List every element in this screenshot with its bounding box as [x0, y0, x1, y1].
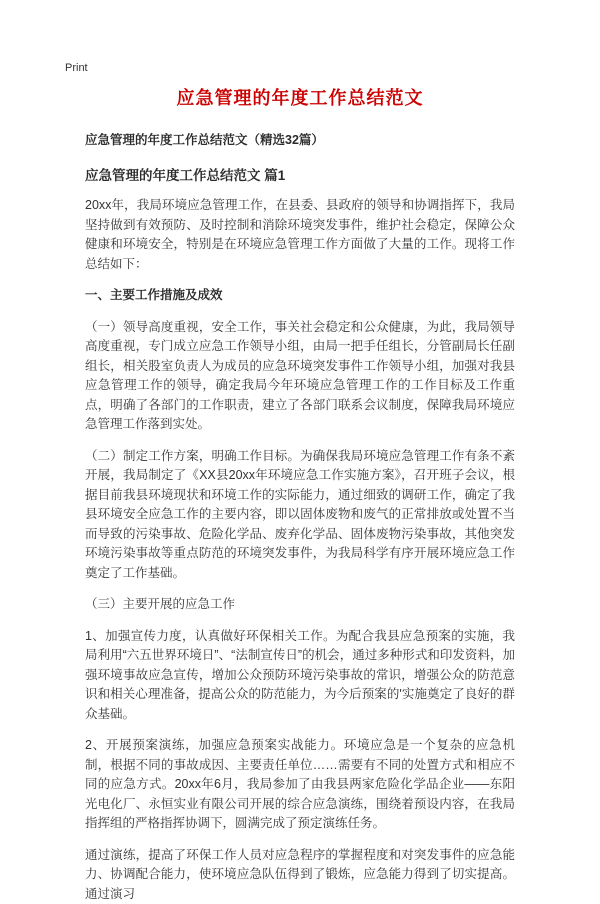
- paragraph-work-plan: （二）制定工作方案，明确工作目标。为确保我局环境应急管理工作有条不紊开展，我局制定了《XX县20xx年环境应急工作实施方案》，召开班子会议，根据目前我县环境现状和环境工作的实际能力，通过细致的调研工作，确定了我县环境安全应急工作的主要内容，即以固体废物和废气的正常排放或处置不当而导致的污染事故、危险化学品、废弃化学品、固体废物污染事故，其他突发环境污染事故等重点防范的环境突发事件，为我局科学有序开展环境应急工作奠定了工作基础。: [85, 447, 515, 584]
- paragraph-publicity: 1、加强宣传力度，认真做好环保相关工作。为配合我县应急预案的实施，我局利用“六五世界环境日”、“法制宣传日”的机会，通过多种形式和印发资料，加强环境事故应急宣传，增加公众预防环境污染事故的常识，增强公众的防范意识和相关心理准备，提高公众的防范能力，为今后预案的'实施奠定了良好的群众基础。: [85, 627, 515, 725]
- print-button[interactable]: Print: [65, 62, 88, 74]
- subsection-heading-measures: 一、主要工作措施及成效: [85, 286, 515, 306]
- paragraph-drill-results: 通过演练，提高了环保工作人员对应急程序的掌握程度和对突发事件的应急能力、协调配合能力，使环境应急队伍得到了锻炼，应急能力得到了切实提高。通过演习: [85, 846, 515, 904]
- paragraph-intro: 20xx年，我局环境应急管理工作，在县委、县政府的领导和协调指挥下，我局坚持做到有效预防、及时控制和消除环境突发事件，维护社会稳定，保障公众健康和环境安全，特别是在环境应急管理工作方面做了大量的工作。现将工作总结如下：: [85, 196, 515, 274]
- document-title: 应急管理的年度工作总结范文: [85, 84, 515, 110]
- paragraph-main-emergency-work: （三）主要开展的应急工作: [85, 595, 515, 615]
- paragraph-leadership: （一）领导高度重视，安全工作，事关社会稳定和公众健康，为此，我局领导高度重视，专门成立应急工作领导小组，由局一把手任组长，分管副局长任副组长，相关股室负责人为成员的应急环境突发事件工作领导小组，加强对我县应急管理工作的领导，确定我局今年环境应急管理工作的工作目标及工作重点，明确了各部门的工作职责，建立了各部门联系会议制度，保障我局环境应急管理工作落到实处。: [85, 318, 515, 435]
- document-subtitle: 应急管理的年度工作总结范文（精选32篇）: [85, 130, 515, 148]
- paragraph-drill: 2、开展预案演练，加强应急预案实战能力。环境应急是一个复杂的应急机制，根据不同的事故成因、主要责任单位……需要有不同的处置方式和相应不同的应急方式。20xx年6月，我局参加了由我县两家危险化学品企业——东阳光电化厂、永恒实业有限公司开展的综合应急演练，围绕着预设内容，在我局指挥组的严格指挥协调下，圆满完成了预定演练任务。: [85, 736, 515, 834]
- section-heading: 应急管理的年度工作总结范文 篇1: [85, 164, 515, 184]
- document-body: [85, 196, 515, 904]
